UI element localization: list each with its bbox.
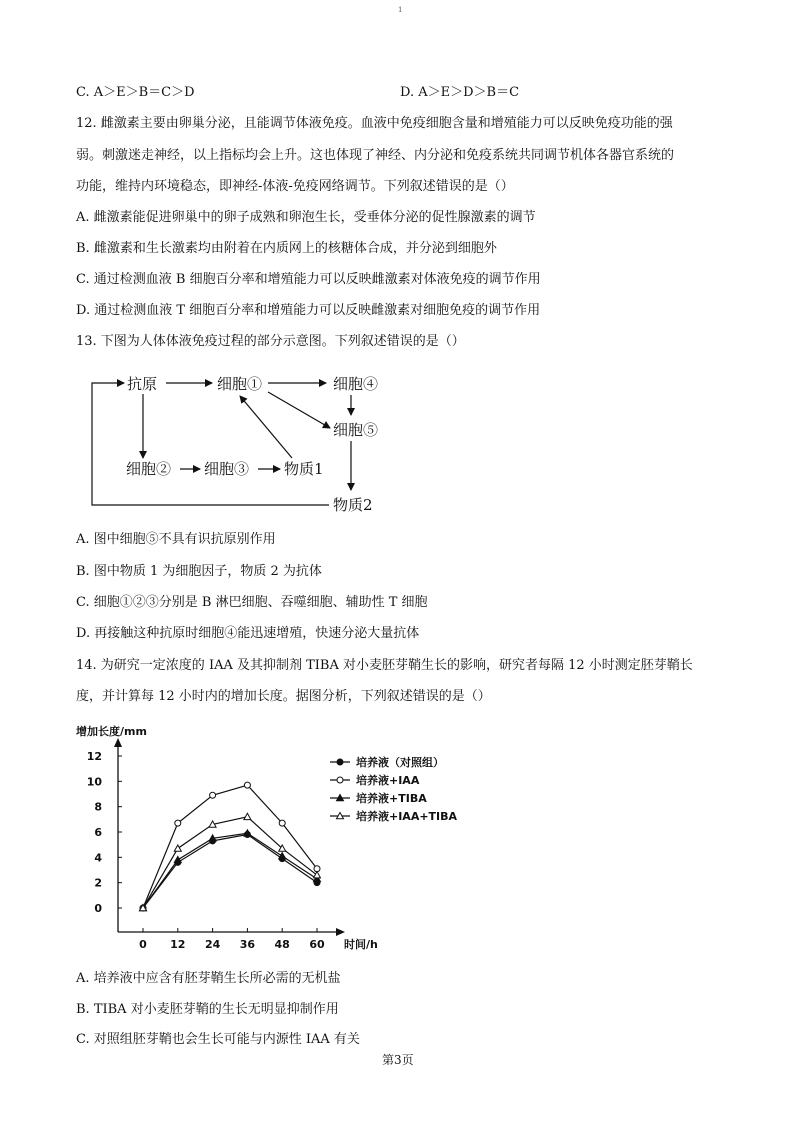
series-1-point — [210, 792, 216, 798]
arrow-substance1-cell1 — [240, 396, 292, 458]
q12-stem-line-3: 功能，维持内环境稳态，即神经-体液-免疫网络调节。下列叙述错误的是（） — [76, 179, 514, 194]
y-axis-arrow — [114, 738, 122, 747]
series-3-point — [244, 813, 251, 819]
immune-process-diagram — [80, 360, 410, 520]
node-substance-2: 物质2 — [333, 496, 373, 514]
series-2-point — [174, 856, 181, 862]
q13-option-b: B. 图中物质 1 为细胞因子，物质 2 为抗体 — [76, 564, 322, 579]
legend-marker-0 — [337, 759, 343, 765]
q13-stem: 13. 下图为人体体液免疫过程的部分示意图。下列叙述错误的是（） — [76, 334, 465, 349]
y-tick-label: 12 — [86, 750, 102, 763]
node-antigen: 抗原 — [127, 375, 158, 393]
growth-line-chart — [70, 720, 490, 955]
x-tick-label: 12 — [170, 938, 186, 951]
q12-stem-line-2: 弱。刺激迷走神经，以上指标均会上升。这也体现了神经、内分泌和免疫系统共同调节机体各器官系统的 — [76, 148, 675, 163]
y-tick-label: 2 — [94, 876, 102, 890]
q14-option-a: A. 培养液中应含有胚芽鞘生长所必需的无机盐 — [76, 971, 341, 986]
q14-option-c: C. 对照组胚芽鞘也会生长可能与内源性 IAA 有关 — [76, 1032, 360, 1047]
node-substance-1: 物质1 — [284, 460, 324, 478]
x-tick-label: 0 — [139, 938, 147, 951]
node-cell-1: 细胞① — [217, 375, 263, 393]
q13-option-d: D. 再接触这种抗原时细胞④能迅速增殖，快速分泌大量抗体 — [76, 626, 420, 641]
x-tick-label: 60 — [309, 938, 325, 951]
node-cell-5: 细胞⑤ — [333, 421, 379, 439]
q13-option-a: A. 图中细胞⑤不具有识抗原别作用 — [76, 532, 276, 547]
y-tick-label: 6 — [94, 826, 102, 839]
q11-option-c: C. A＞E＞B＝C＞D — [76, 85, 195, 100]
legend-label-3: 培养液+IAA+TIBA — [356, 810, 458, 823]
series-line-1 — [143, 785, 317, 908]
arrow-substance2-antigen — [92, 383, 329, 505]
series-1-point — [175, 820, 181, 826]
arrow-cell1-cell5 — [268, 392, 330, 428]
y-tick-label: 8 — [94, 800, 102, 814]
y-tick-label: 4 — [94, 851, 102, 865]
x-axis-arrow — [336, 928, 345, 936]
q12-option-a: A. 雌激素能促进卵巢中的卵子成熟和卵泡生长，受垂体分泌的促性腺激素的调节 — [76, 210, 536, 225]
node-cell-4: 细胞④ — [333, 375, 379, 393]
series-1-point — [244, 782, 250, 788]
q12-option-b: B. 雌激素和生长激素均由附着在内质网上的核糖体合成，并分泌到细胞外 — [76, 241, 497, 256]
node-cell-3: 细胞③ — [204, 460, 250, 478]
legend-label-2: 培养液+TIBA — [356, 792, 427, 805]
q12-option-d: D. 通过检测血液 T 细胞百分率和增殖能力可以反映雌激素对细胞免疫的调节作用 — [76, 303, 541, 318]
page-number: 第3页 — [382, 1053, 414, 1067]
x-tick-label: 36 — [239, 938, 256, 951]
y-tick-label: 0 — [94, 902, 102, 915]
page-mark: 1 — [398, 6, 403, 14]
x-tick-label: 48 — [274, 938, 290, 951]
q12-option-c: C. 通过检测血液 B 细胞百分率和增殖能力可以反映雌激素对体液免疫的调节作用 — [76, 272, 541, 287]
legend-marker-1 — [337, 777, 343, 783]
q13-option-c: C. 细胞①②③分别是 B 淋巴细胞、吞噬细胞、辅助性 T 细胞 — [76, 595, 428, 610]
series-2-point — [279, 853, 286, 859]
x-axis-label: 时间/h — [344, 938, 378, 951]
y-tick-label: 10 — [86, 775, 102, 789]
q12-stem-line-1: 12. 雌激素主要由卵巢分泌，且能调节体液免疫。血液中免疫细胞含量和增殖能力可以反映免疫功能的强 — [76, 116, 673, 131]
series-3-point — [174, 845, 181, 851]
legend-label-0: 培养液（对照组） — [356, 756, 444, 769]
y-axis-label: 增加长度/mm — [76, 725, 147, 738]
x-tick-label: 24 — [204, 938, 221, 951]
q14-option-b: B. TIBA 对小麦胚芽鞘的生长无明显抑制作用 — [76, 1002, 339, 1017]
q11-option-d: D. A＞E＞D＞B＝C — [400, 85, 520, 100]
q14-stem-line-1: 14. 为研究一定浓度的 IAA 及其抑制剂 TIBA 对小麦胚芽鞘生长的影响，研究者每隔 12 小时测定胚芽鞘长 — [76, 658, 693, 673]
node-cell-2: 细胞② — [126, 460, 172, 478]
legend-label-1: 培养液+IAA — [356, 774, 420, 787]
q14-stem-line-2: 度，并计算每 12 小时内的增加长度。据图分析，下列叙述错误的是（） — [76, 689, 491, 704]
series-1-point — [279, 820, 285, 826]
